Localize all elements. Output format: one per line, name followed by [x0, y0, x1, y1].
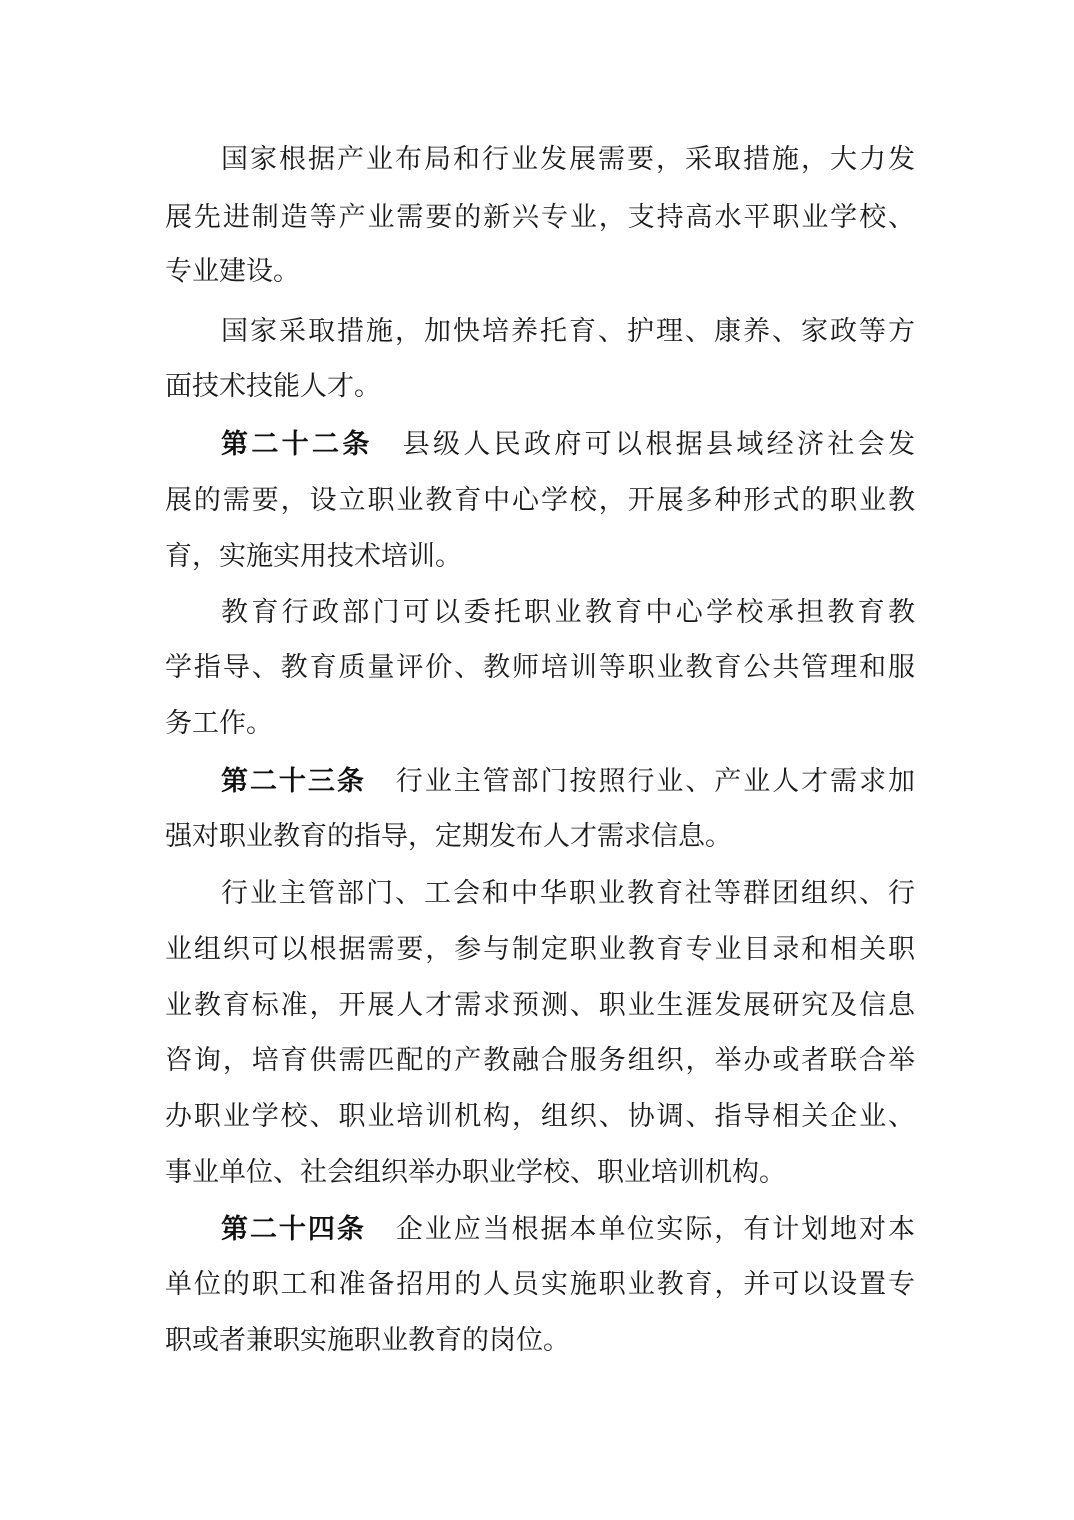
- article-22-line-1: [221, 425, 915, 465]
- paragraph-6-line-1: 行业主管部门、工会和中华职业教育社等群团组织、行: [221, 878, 915, 909]
- paragraph-2-line-2: 面技术技能人才。: [165, 371, 381, 402]
- article-24-line-3: 职或者兼职实施职业教育的岗位。: [165, 1325, 570, 1356]
- paragraph-1-line-2: 展先进制造等产业需要的新兴专业，支持高水平职业学校、: [165, 202, 915, 233]
- article-23-text: 行业主管部门按照行业、产业人才需求加: [395, 766, 916, 797]
- article-23-heading: 第二十三条: [221, 766, 366, 797]
- article-24-heading: 第二十四条: [221, 1214, 366, 1245]
- article-24-line-1: [221, 1210, 915, 1250]
- paragraph-1-line-3: 专业建设。: [165, 256, 300, 287]
- paragraph-6-line-2: 业组织可以根据需要，参与制定职业教育专业目录和相关职: [165, 934, 915, 965]
- paragraph-4-line-2: 学指导、教育质量评价、教师培训等职业教育公共管理和服: [165, 652, 915, 683]
- paragraph-2-line-1: 国家采取措施，加快培养托育、护理、康养、家政等方: [221, 316, 915, 347]
- article-22-line-3: 育，实施实用技术培训。: [165, 541, 462, 572]
- paragraph-6-line-6: 事业单位、社会组织举办职业学校、职业培训机构。: [165, 1157, 786, 1188]
- article-23-line-1: [221, 762, 915, 802]
- article-24-line-2: 单位的职工和准备招用的人员实施职业教育，并可以设置专: [165, 1269, 915, 1300]
- paragraph-6-line-3: 业教育标准，开展人才需求预测、职业生涯发展研究及信息: [165, 990, 915, 1021]
- paragraph-6-line-5: 办职业学校、职业培训机构，组织、协调、指导相关企业、: [165, 1101, 915, 1132]
- article-23-line-2: 强对职业教育的指导，定期发布人才需求信息。: [165, 821, 732, 852]
- article-22-text: 县级人民政府可以根据县域经济社会发: [402, 429, 916, 460]
- paragraph-6-line-4: 咨询，培育供需匹配的产教融合服务组织，举办或者联合举: [165, 1045, 915, 1076]
- article-22-heading: 第二十二条: [221, 429, 373, 460]
- article-24-text: 企业应当根据本单位实际，有计划地对本: [395, 1214, 916, 1245]
- paragraph-1-line-1: 国家根据产业布局和行业发展需要，采取措施，大力发: [221, 144, 915, 175]
- paragraph-4-line-1: 教育行政部门可以委托职业教育中心学校承担教育教: [221, 597, 915, 628]
- article-22-line-2: 展的需要，设立职业教育中心学校，开展多种形式的职业教: [165, 485, 915, 516]
- paragraph-4-line-3: 务工作。: [165, 708, 273, 739]
